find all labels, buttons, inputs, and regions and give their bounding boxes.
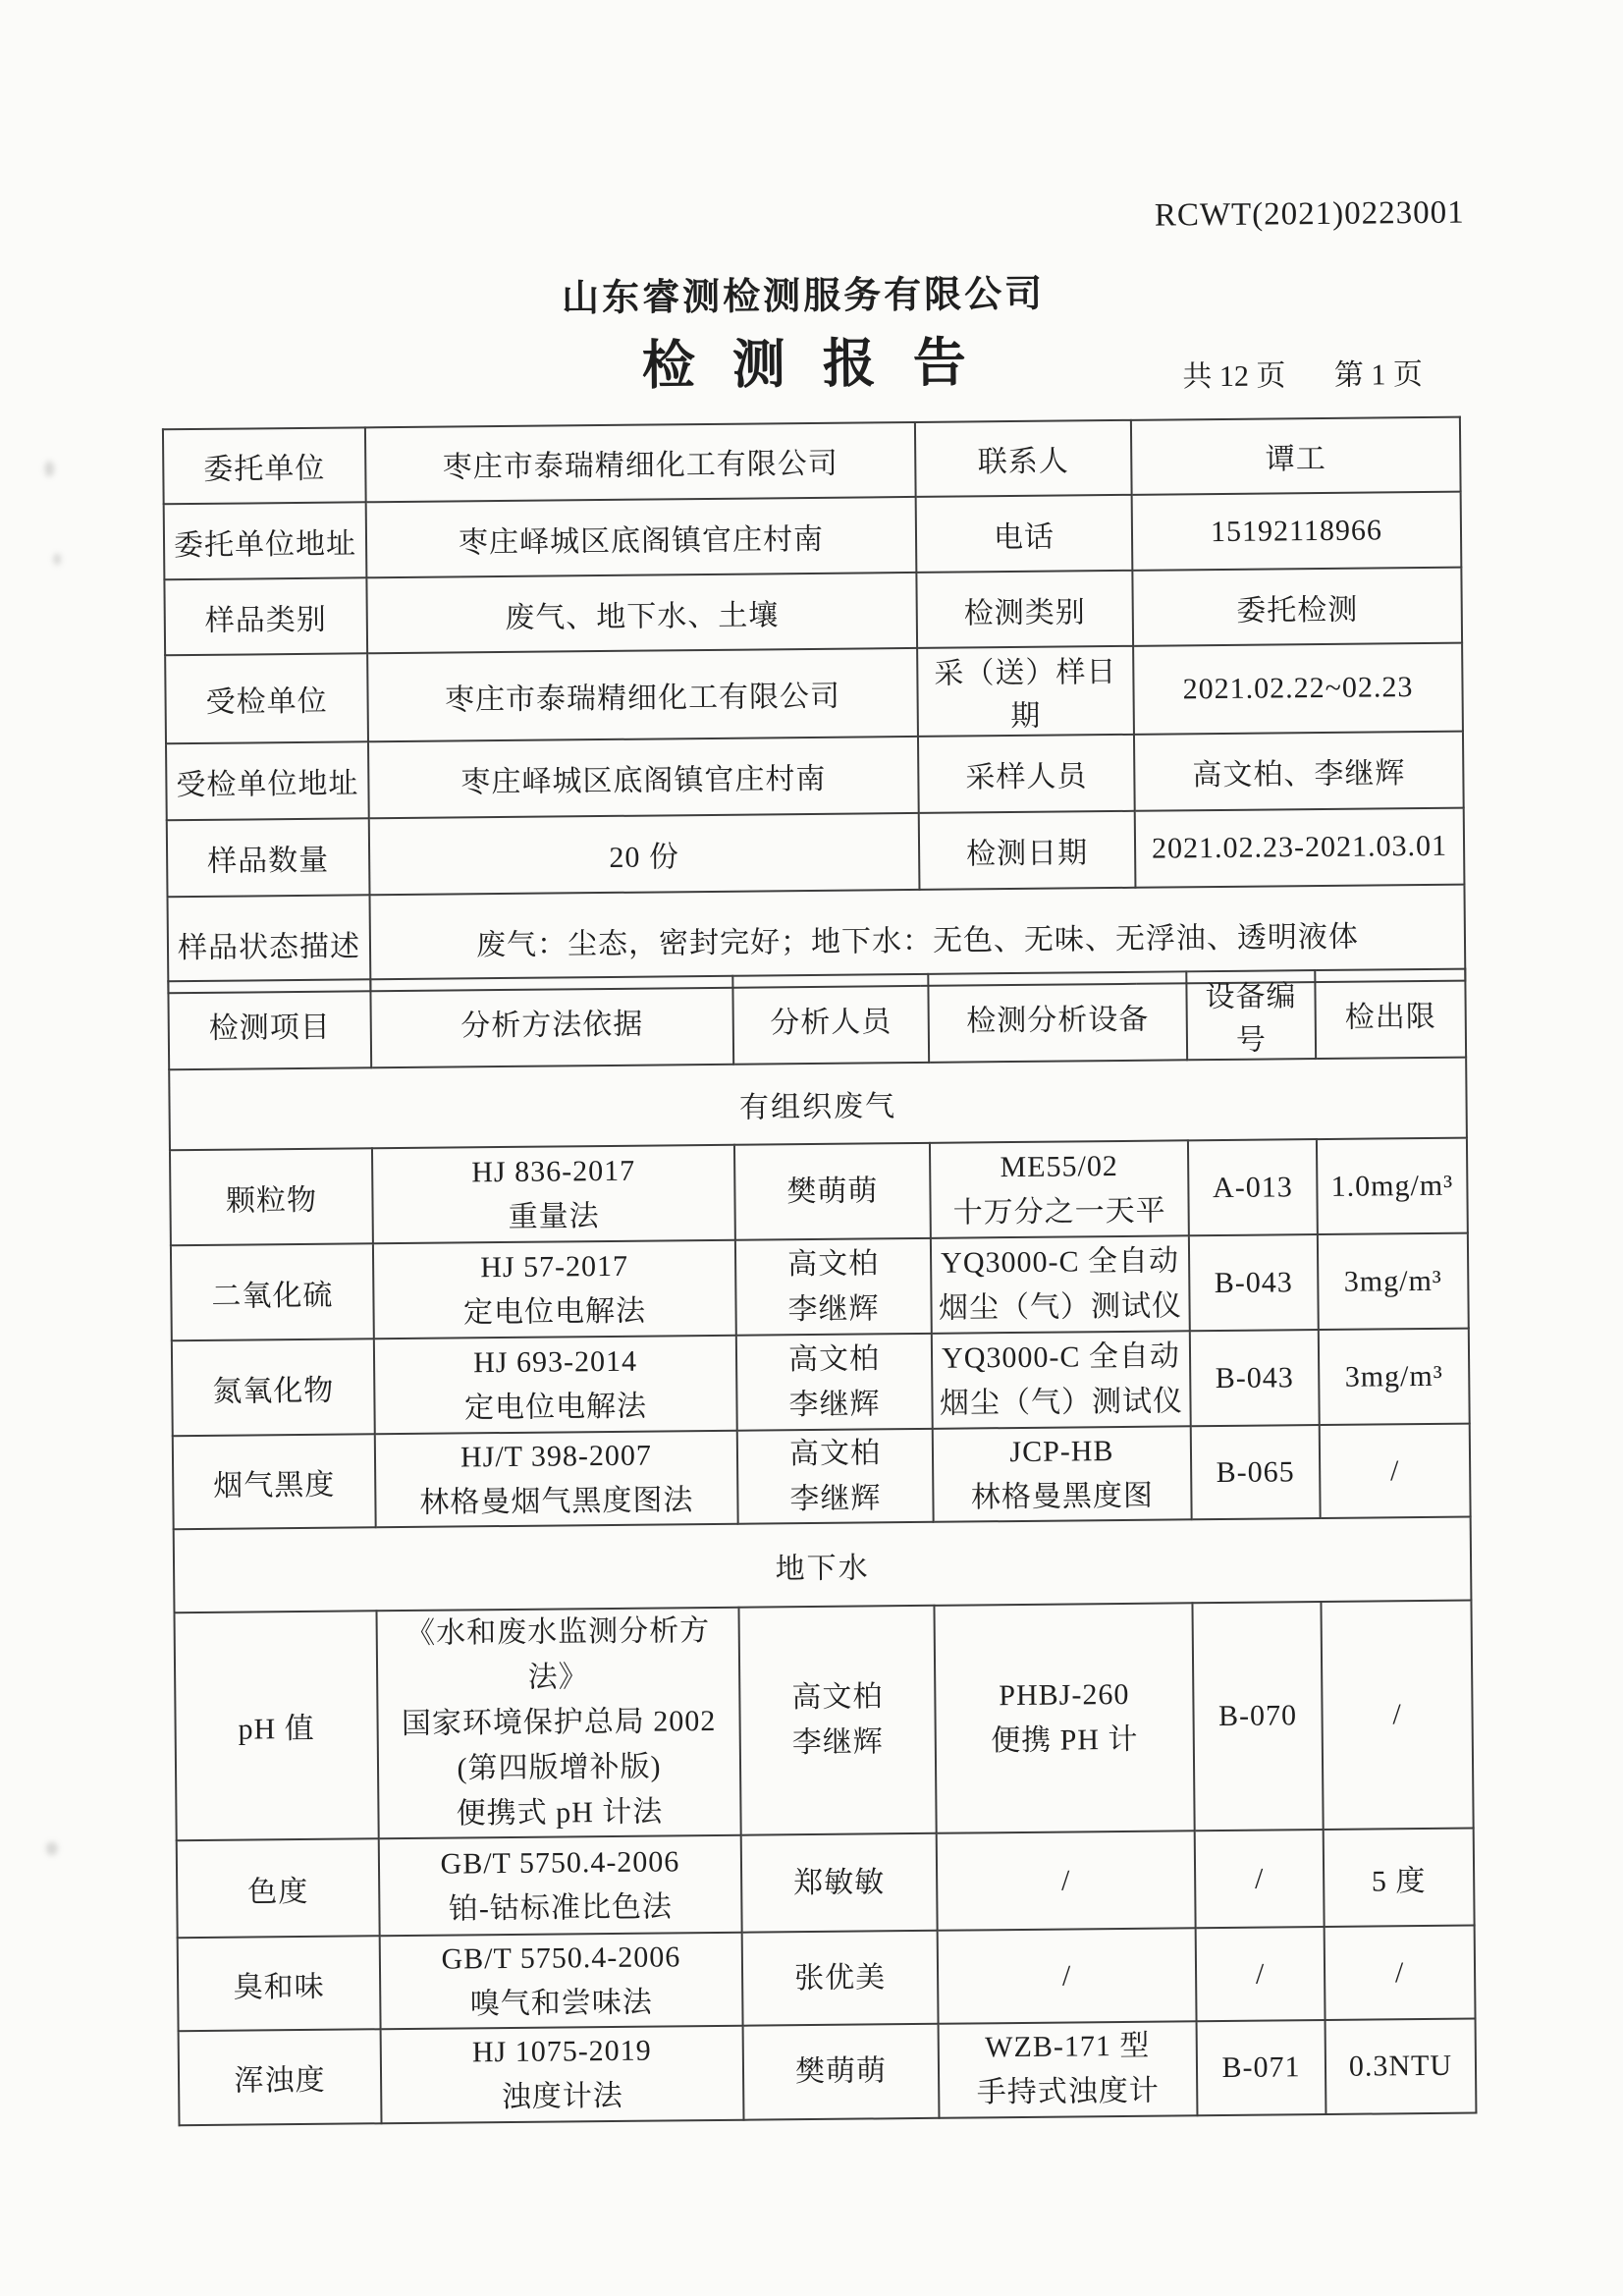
info-row: [166, 732, 1464, 821]
info-value-cell: 枣庄市泰瑞精细化工有限公司: [365, 422, 916, 502]
info-row: [164, 568, 1462, 656]
method-basis-cell: [376, 1608, 740, 1839]
company-name: 山东睿测检测服务有限公司: [561, 273, 1046, 320]
section-title-cell: 有组织废气: [169, 1058, 1467, 1151]
info-value-cell: 废气、地下水、土壤: [366, 573, 917, 653]
info-label-cell: 样品数量: [167, 818, 370, 897]
cell-line: 铂-钴标准比色法: [448, 1889, 674, 1926]
method-item-cell: 二氧化硫: [171, 1243, 374, 1340]
equipment-no-cell: /: [1196, 1927, 1325, 2021]
info-value-cell: 15192118966: [1132, 492, 1462, 571]
info-label-cell: 联系人: [915, 420, 1132, 497]
method-item-cell: 色度: [177, 1838, 380, 1938]
detection-limit-cell: /: [1320, 1424, 1471, 1518]
cell-line: 烟尘（气）测试仪: [939, 1384, 1184, 1420]
cell-line: /: [1060, 1863, 1071, 1897]
analyst-cell: [737, 1429, 934, 1524]
pagination: [1182, 350, 1423, 395]
scan-smudge: [53, 553, 61, 565]
cell-line: 重量法: [508, 1199, 600, 1233]
column-header: 检出限: [1315, 969, 1466, 1059]
cell-line: /: [1061, 1958, 1072, 1993]
cell-line: 高文柏: [791, 1680, 884, 1715]
info-label-cell: 受检单位: [165, 653, 368, 743]
info-value-cell: 委托检测: [1132, 568, 1462, 646]
info-value-cell: 20 份: [369, 813, 920, 895]
cell-line: JCP-HB: [1009, 1434, 1114, 1468]
analyst-cell: [735, 1238, 932, 1336]
cell-line: HJ 57-2017: [480, 1249, 629, 1284]
analyst-cell: [738, 1606, 936, 1835]
method-basis-cell: [373, 1240, 736, 1339]
method-row: [179, 2019, 1477, 2126]
method-item-cell: 浑浊度: [179, 2029, 382, 2125]
cell-line: HJ 693-2014: [472, 1344, 638, 1379]
method-row: [173, 1424, 1471, 1530]
cell-line: HJ/T 398-2007: [460, 1439, 653, 1473]
method-basis-cell: [375, 1431, 738, 1528]
section-row: [174, 1517, 1472, 1613]
method-row: [172, 1329, 1470, 1437]
method-basis-cell: [380, 1933, 743, 2030]
equipment-no-cell: A-013: [1188, 1139, 1318, 1235]
method-row: [178, 1926, 1476, 2032]
info-label-cell: 检测类别: [916, 571, 1133, 648]
equipment-no-cell: B-065: [1191, 1425, 1321, 1519]
method-basis-cell: [379, 1835, 742, 1937]
equipment-cell: [933, 1426, 1192, 1522]
cell-line: 《水和废水监测分析方法》: [406, 1614, 711, 1694]
method-item-cell: pH 值: [175, 1611, 379, 1840]
cell-line: 林格曼黑度图: [970, 1479, 1155, 1513]
cell-line: (第四版增补版): [457, 1750, 662, 1785]
cell-line: 烟尘（气）测试仪: [938, 1288, 1183, 1325]
equipment-cell: [934, 1603, 1194, 1833]
method-header-row: [168, 969, 1466, 1070]
section-title-cell: 地下水: [174, 1517, 1472, 1613]
analyst-cell: [742, 1931, 939, 2026]
info-value-cell: 2021.02.23-2021.03.01: [1135, 808, 1465, 888]
equipment-cell: [931, 1235, 1190, 1334]
cell-line: GB/T 5750.4-2006: [441, 1940, 681, 1976]
detection-limit-cell: 3mg/m³: [1318, 1233, 1469, 1330]
info-value-cell: 2021.02.22~02.23: [1133, 643, 1463, 735]
info-label-cell: 受检单位地址: [166, 741, 369, 820]
info-label-cell: 委托单位: [163, 427, 366, 504]
cell-line: PHBJ-260: [999, 1677, 1130, 1713]
info-row: [163, 417, 1461, 505]
info-label-cell: 检测日期: [919, 811, 1136, 890]
info-value-cell: 高文柏、李继辉: [1134, 732, 1464, 811]
method-row: [170, 1138, 1468, 1246]
cell-line: 李继辉: [791, 1725, 884, 1760]
method-item-cell: 氮氧化物: [172, 1339, 375, 1436]
info-value-cell: 枣庄市泰瑞精细化工有限公司: [367, 648, 918, 741]
cell-line: HJ 836-2017: [471, 1154, 636, 1188]
method-basis-cell: [381, 2026, 744, 2124]
cell-line: 定电位电解法: [463, 1390, 648, 1424]
cell-line: 便携 PH 计: [990, 1722, 1139, 1758]
cell-line: 浊度计法: [501, 2079, 623, 2114]
cell-line: 郑敏敏: [793, 1865, 886, 1899]
analyst-cell: [741, 1833, 938, 1933]
info-value-cell: 谭工: [1131, 417, 1461, 495]
column-header: 分析人员: [732, 974, 929, 1065]
info-value-cell: 枣庄峄城区底阁镇官庄村南: [368, 737, 919, 818]
equipment-no-cell: B-043: [1190, 1330, 1320, 1426]
section-row: [169, 1058, 1467, 1151]
cell-line: WZB-171 型: [985, 2029, 1151, 2064]
equipment-no-cell: B-070: [1192, 1602, 1323, 1831]
info-label-cell: 电话: [916, 495, 1133, 573]
cell-line: 李继辉: [787, 1291, 880, 1326]
method-row: [175, 1601, 1474, 1841]
method-row: [171, 1233, 1469, 1341]
analyst-cell: [743, 2024, 940, 2120]
scan-smudge: [44, 461, 54, 476]
column-header: 检测分析设备: [928, 971, 1187, 1063]
method-item-cell: 烟气黑度: [173, 1434, 376, 1529]
method-basis-cell: [374, 1336, 737, 1435]
pages-total: 共 12 页: [1182, 359, 1286, 394]
info-label-cell: 样品状态描述: [168, 895, 371, 993]
cell-line: 国家环境保护总局 2002: [401, 1704, 717, 1741]
cell-line: 定电位电解法: [462, 1294, 647, 1329]
analyst-cell: [736, 1334, 933, 1431]
cell-line: 樊萌萌: [794, 2054, 888, 2089]
method-basis-cell: [372, 1145, 735, 1244]
cell-line: 高文柏: [788, 1436, 882, 1470]
cell-line: 便携式 pH 计法: [456, 1795, 664, 1831]
cell-line: 张优美: [793, 1960, 887, 1995]
equipment-no-cell: B-043: [1189, 1234, 1319, 1331]
column-header: 检测项目: [168, 979, 371, 1069]
info-label-cell: 委托单位地址: [164, 502, 367, 579]
scan-smudge: [46, 1841, 58, 1855]
cell-line: 樊萌萌: [786, 1174, 879, 1208]
info-row: [167, 808, 1465, 898]
cell-line: 李继辉: [789, 1481, 882, 1515]
info-table: [162, 416, 1466, 995]
cell-line: 十万分之一天平: [952, 1194, 1166, 1230]
info-value-cell: 废气：尘态，密封完好；地下水：无色、无味、无浮油、透明液体: [369, 885, 1465, 992]
cell-line: 高文柏: [787, 1341, 881, 1376]
detection-limit-cell: /: [1325, 1926, 1476, 2020]
cell-line: 李继辉: [788, 1387, 881, 1421]
info-row: [165, 643, 1463, 744]
cell-line: 林格曼烟气黑度图法: [419, 1483, 694, 1519]
column-header: 设备编号: [1186, 970, 1316, 1060]
cell-line: YQ3000-C 全自动: [941, 1339, 1181, 1375]
equipment-no-cell: /: [1195, 1830, 1325, 1928]
report-number: RCWT(2021)0223001: [1154, 194, 1465, 234]
equipment-cell: [932, 1331, 1191, 1429]
equipment-cell: [938, 1928, 1197, 2024]
column-header: 分析方法依据: [370, 976, 733, 1068]
page-current: 第 1 页: [1333, 357, 1424, 392]
cell-line: GB/T 5750.4-2006: [440, 1844, 680, 1881]
info-row: [164, 492, 1462, 580]
cell-line: ME55/02: [1000, 1149, 1119, 1183]
cell-line: YQ3000-C 全自动: [941, 1243, 1180, 1280]
equipment-no-cell: B-071: [1197, 2020, 1326, 2115]
analyst-cell: [734, 1143, 931, 1240]
detection-limit-cell: 0.3NTU: [1325, 2019, 1477, 2114]
equipment-cell: [939, 2021, 1198, 2118]
detection-limit-cell: /: [1321, 1601, 1473, 1830]
equipment-cell: [937, 1831, 1196, 1931]
method-table: [167, 968, 1477, 2127]
method-item-cell: 颗粒物: [170, 1148, 373, 1245]
equipment-cell: [930, 1140, 1189, 1238]
detection-limit-cell: 3mg/m³: [1319, 1329, 1470, 1425]
info-label-cell: 采（送）样日期: [917, 646, 1134, 737]
method-row: [177, 1829, 1475, 1939]
page-title: 检测报告: [641, 333, 1004, 396]
cell-line: 嗅气和尝味法: [469, 1986, 653, 2020]
info-value-cell: 枣庄峄城区底阁镇官庄村南: [366, 497, 917, 577]
detection-limit-cell: 1.0mg/m³: [1317, 1138, 1468, 1234]
detection-limit-cell: 5 度: [1324, 1829, 1475, 1927]
method-item-cell: 臭和味: [178, 1936, 381, 2031]
info-label-cell: 样品类别: [164, 577, 367, 655]
cell-line: 手持式浊度计: [976, 2074, 1160, 2109]
cell-line: 高文柏: [786, 1246, 880, 1281]
cell-line: HJ 1075-2019: [471, 2034, 652, 2069]
info-label-cell: 采样人员: [918, 735, 1135, 813]
